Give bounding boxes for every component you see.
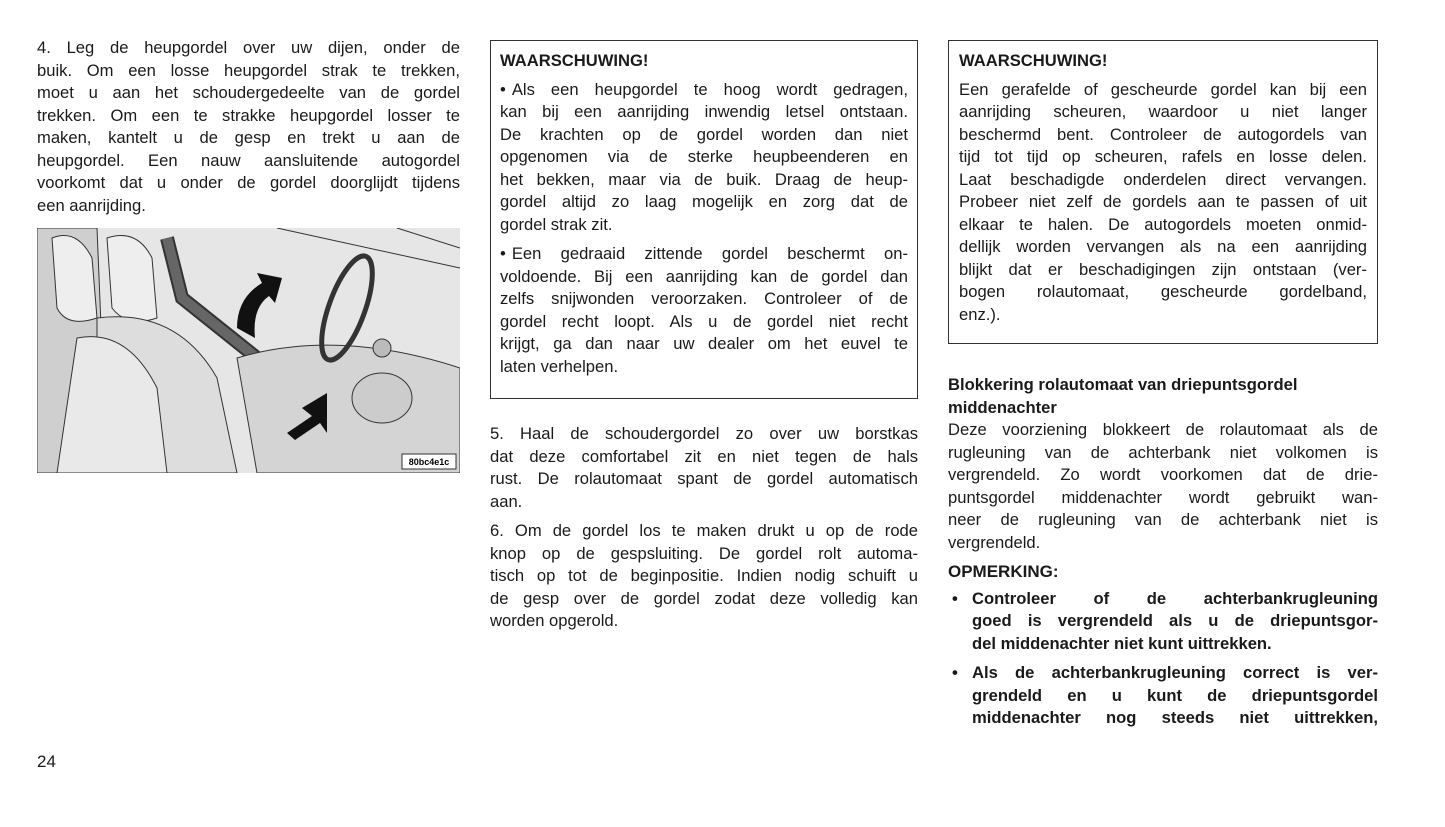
text-line: aanrijding scheuren, waardoor u niet langer (959, 102, 1367, 121)
text-line: neer de rugleuning van de achterbank niet is (948, 510, 1378, 529)
text-line: heupgordel. Een nauw aansluitende autogordel (37, 150, 460, 170)
seatbelt-illustration (37, 228, 460, 473)
text-line: tisch op tot de beginpositie. Indien nodig schuift u (490, 566, 918, 585)
text-line: de gesp over de gordel zodat deze volledig kan (490, 588, 918, 608)
text-line: gordel strak zit. (500, 214, 613, 234)
text-line: Deze voorziening blokkeert de rolautomaat als de (948, 420, 1378, 439)
text-line: gordel recht loopt. Als u de gordel niet recht (500, 311, 908, 331)
warning-box-1 (490, 40, 918, 399)
text-line: moet u aan het schoudergedeelte van de gordel (37, 83, 460, 102)
text-line: Laat beschadigde onderdelen direct vervangen. (959, 169, 1367, 189)
text-line: De krachten op de gordel worden dan niet (500, 124, 908, 144)
text-line-content: Als een heupgordel te hoog wordt gedragen, (511, 79, 908, 99)
text-line: enz.). (959, 304, 1001, 324)
text-line: het bekken, maar via de buik. Draag de heup- (500, 169, 908, 189)
text-line: bogen rolautomaat, gescheurde gordelband, (959, 282, 1367, 301)
text-line: aan. (490, 491, 523, 511)
text-line: 5. Haal de schoudergordel zo over uw borstkas (490, 424, 918, 443)
text-line: buik. Om een losse heupgordel strak te trekken, (37, 60, 460, 80)
text-line: blijkt dat er beschadigingen zijn ontstaan (ver- (959, 259, 1367, 279)
text-line (500, 243, 908, 266)
text-line: 6. Om de gordel los te maken drukt u op de rode (490, 521, 918, 540)
column-2-steps (490, 423, 918, 633)
step-4-paragraph (37, 37, 460, 217)
text-line: maken, kantelt u de gesp en trekt u aan de (37, 128, 460, 147)
text-line: dellijk worden vervangen als na een aanrijding (959, 237, 1367, 256)
text-line: opgenomen via de sterke heupbeenderen en (500, 147, 908, 166)
warning-bullet-1 (500, 79, 908, 237)
bullet-icon: • (500, 79, 506, 99)
text-line: tijd tot tijd op scheuren, rafels en losse delen. (959, 147, 1367, 166)
text-line: middenachter nog steeds niet uittrekken, (972, 708, 1378, 727)
section-heading (948, 374, 1378, 419)
text-line: Blokkering rolautomaat van driepuntsgordel (948, 375, 1298, 394)
text-line: Probeer niet zelf de gordels aan te passen of uit (959, 192, 1367, 211)
text-line: del middenachter niet kunt uittrekken. (972, 633, 1272, 653)
step-5-paragraph (490, 423, 918, 513)
figure-code: 80bc4e1c (408, 457, 450, 467)
text-line: knop op de gespsluiting. De gordel rolt automa- (490, 543, 918, 563)
note-bullet-2 (948, 662, 1378, 730)
text-line: worden opgerold. (490, 611, 619, 630)
text-line: dat deze comfortabel zit en niet tegen de hals (490, 446, 918, 466)
text-line: goed is vergrendeld als u de driepuntsgor- (972, 611, 1378, 630)
warning-box-2 (948, 40, 1378, 344)
step-6-paragraph (490, 520, 918, 633)
column-3-section (948, 374, 1378, 730)
section-body (948, 419, 1378, 554)
warning-title: WAARSCHUWING! (500, 51, 649, 70)
warning-title: WAARSCHUWING! (959, 51, 1108, 70)
text-line (500, 79, 908, 102)
warning-text (959, 79, 1367, 327)
bullet-icon: • (952, 663, 958, 682)
note-title: OPMERKING: (948, 562, 1059, 581)
text-line: rugleuning van de achterbank niet volkomen is (948, 442, 1378, 462)
column-1 (37, 37, 460, 217)
text-line: middenachter (948, 397, 1057, 417)
text-line: grendeld en u kunt de driepuntsgordel (972, 685, 1378, 705)
warning-bullet-2 (500, 243, 908, 378)
note-bullet-1 (948, 588, 1378, 656)
text-line: laten verhelpen. (500, 356, 619, 376)
text-line: rust. De rolautomaat spant de gordel automatisch (490, 469, 918, 488)
text-line: vergrendeld. (948, 532, 1041, 552)
text-line: zelfs snijwonden veroorzaken. Controleer of de (500, 289, 908, 308)
page-number: 24 (37, 752, 56, 771)
text-line: trekken. Om een te strakke heupgordel losser te (37, 105, 460, 125)
text-line: Controleer of de achterbankrugleuning (972, 588, 1378, 608)
text-line: puntsgordel middenachter wordt gebruikt wan- (948, 487, 1378, 507)
text-line: een aanrijding. (37, 195, 146, 215)
text-line: krijgt, ga dan naar uw dealer om het euvel te (500, 334, 908, 353)
text-line-content: Een gedraaid zittende gordel beschermt on- (511, 244, 908, 263)
text-line: beschermd bent. Controleer de autogordels van (959, 124, 1367, 144)
text-line: vergrendeld. Zo wordt voorkomen dat de drie- (948, 465, 1378, 484)
text-line: gordel altijd zo laag mogelijk en zorg dat de (500, 192, 908, 211)
text-line: voldoende. Bij een aanrijding kan de gordel dan (500, 266, 908, 286)
car-interior-drawing (37, 228, 460, 473)
text-line: kan bij een aanrijding inwendig letsel ontstaan. (500, 102, 908, 121)
text-line: 4. Leg de heupgordel over uw dijen, onder de (37, 38, 460, 57)
text-line: Een gerafelde of gescheurde gordel kan bij een (959, 79, 1367, 99)
bullet-icon: • (952, 588, 958, 608)
bullet-icon: • (500, 244, 506, 263)
text-line: voorkomt dat u onder de gordel doorglijdt tijdens (37, 173, 460, 192)
text-line: elkaar te halen. De autogordels moeten onmid- (959, 214, 1367, 234)
text-line: Als de achterbankrugleuning correct is ver- (972, 663, 1378, 682)
